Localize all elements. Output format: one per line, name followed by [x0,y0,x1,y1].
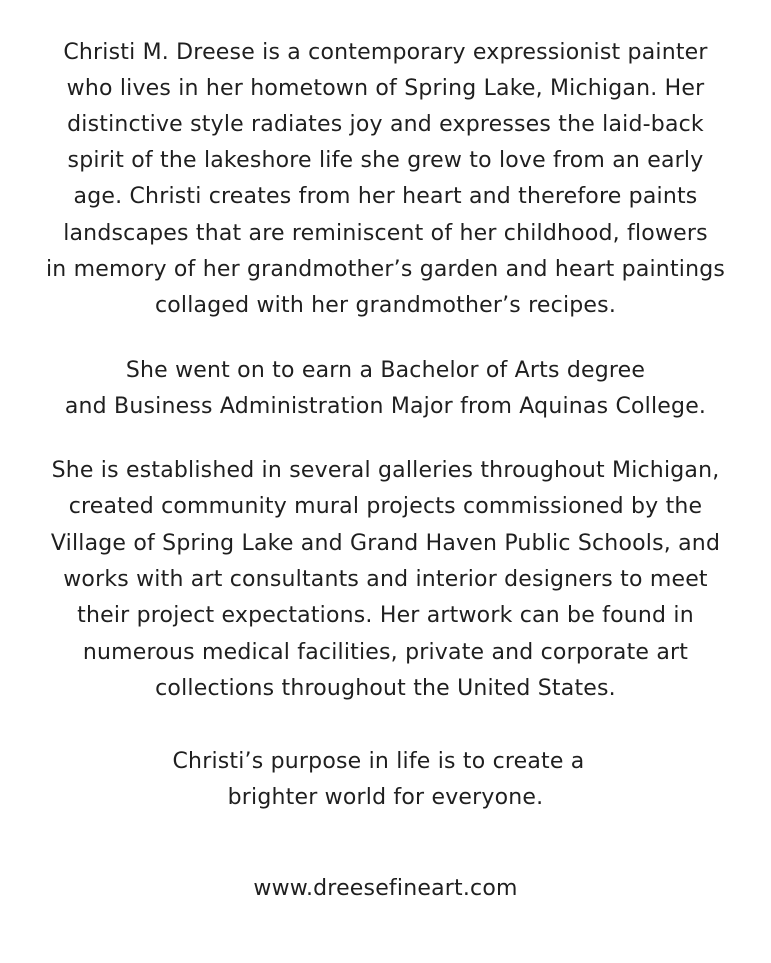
bio-line: spirit of the lakeshore life she grew to love from an early [67,148,704,173]
bio-line: She is established in several galleries throughout Michigan, [51,458,720,483]
bio-line: Christi’s purpose in life is to create a [172,749,585,774]
website-link[interactable]: www.dreesefineart.com [253,876,518,901]
bio-line: Village of Spring Lake and Grand Haven Public Schools, and [50,531,721,556]
bio-line: and Business Administration Major from Aquinas College. [64,394,707,419]
bio-line: created community mural projects commissioned by the [68,494,703,519]
bio-line: in memory of her grandmother’s garden and heart paintings [45,257,726,282]
bio-line: distinctive style radiates joy and expresses the laid-back [67,112,704,137]
bio-line: collaged with her grandmother’s recipes. [154,293,617,318]
bio-line: brighter world for everyone. [227,785,544,810]
bio-line: collections throughout the United States. [155,676,616,701]
bio-line: landscapes that are reminiscent of her childhood, flowers [63,221,708,246]
bio-line: Christi M. Dreese is a contemporary expressionist painter [63,40,708,65]
bio-line: works with art consultants and interior designers to meet [63,567,708,592]
bio-line: numerous medical facilities, private and corporate art [82,640,689,665]
bio-line: She went on to earn a Bachelor of Arts degree [125,358,646,383]
bio-line: their project expectations. Her artwork can be found in [77,603,694,628]
bio-line: who lives in her hometown of Spring Lake, Michigan. Her [66,76,705,101]
bio-line: age. Christi creates from her heart and therefore paints [73,184,698,209]
